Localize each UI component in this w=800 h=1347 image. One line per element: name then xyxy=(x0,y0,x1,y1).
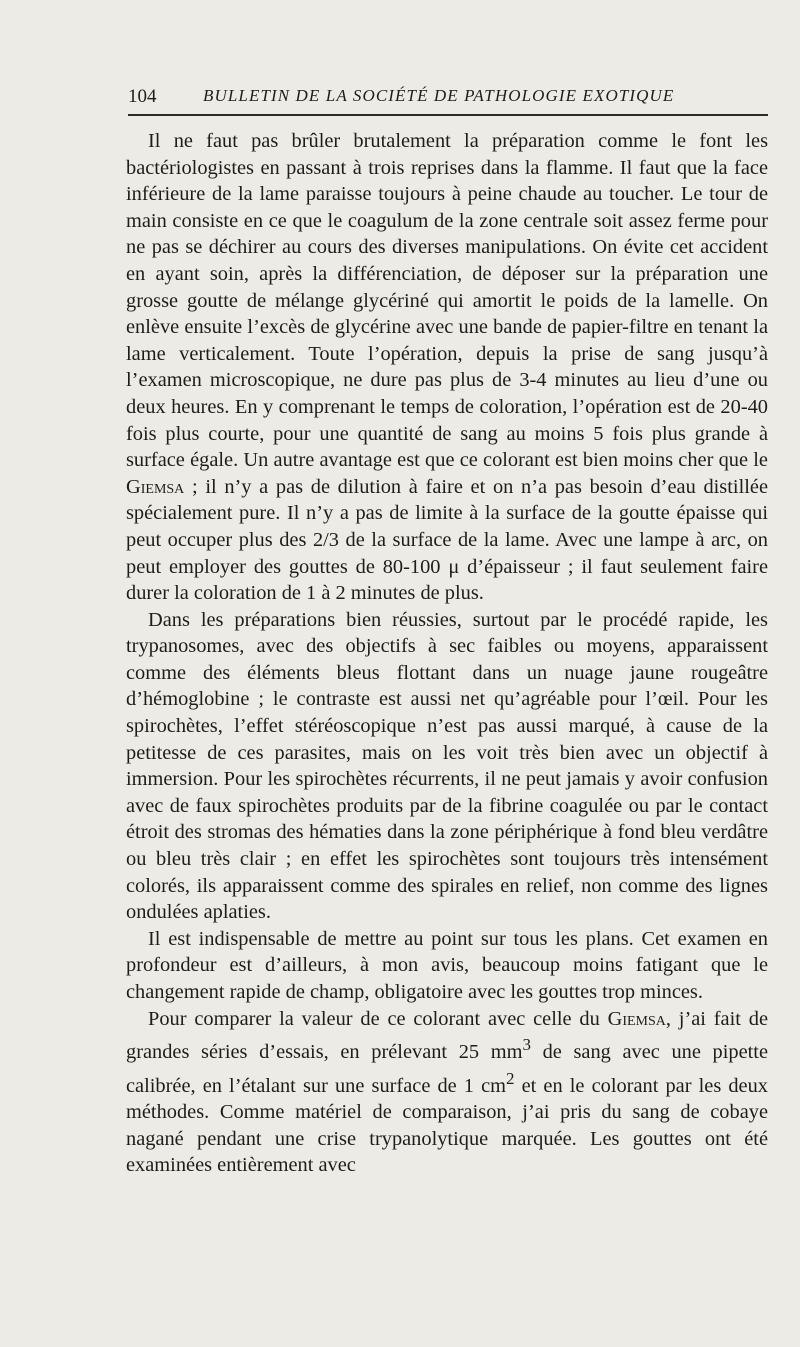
paragraph: Dans les préparations bien réussies, surtout par le procédé rapide, les trypanosomes, avec des objectifs à sec faibles ou moyens, apparaissent comme des éléments bleus flottant dans un nuage jaune rougeâtre d’hémoglobine ; le contraste est aussi net qu’agréable pour l’œil. Pour les spirochètes, l’effet stéréoscopique n’est pas aussi marqué, à cause de la petitesse de ces parasites, mais on les voit très bien avec un objectif à immersion. Pour les spirochètes récurrents, il ne peut jamais y avoir confusion avec de faux spirochètes produits par de la fibrine coagulée ou par le contact étroit des stromas des hématies dans la zone périphérique à fond bleu verdâtre ou bleu très clair ; en effet les spirochètes sont toujours très intensément colorés, ils apparaissent comme des spirales en relief, non comme des lignes ondulées aplaties. xyxy=(126,608,768,924)
running-title: BULLETIN DE LA SOCIÉTÉ DE PATHOLOGIE EXOTIQUE xyxy=(203,86,675,105)
author-name: Giemsa xyxy=(607,1007,666,1030)
author-name: Giemsa xyxy=(126,475,185,498)
paragraph: Pour comparer la valeur de ce colorant avec celle du Giemsa, j’ai fait de grandes séries d’essais, en prélevant 25 $mm^3$ de sang avec une pipette calibrée, en l’étalant sur une surface de 1 $cm^2$ et en le colorant par les deux méthodes. Comme matériel de comparaison, j’ai pris du sang de cobaye nagané pendant une crise trypanolytique marquée. Les gouttes ont été examinées entièrement avec xyxy=(126,1007,768,1177)
running-header xyxy=(128,84,768,112)
paragraph: Il est indispensable de mettre au point sur tous les plans. Cet examen en profondeur est d’ailleurs, à mon avis, beaucoup moins fatigant que le changement rapide de champ, obligatoire avec les gouttes trop minces. xyxy=(126,927,768,1003)
paragraph: Il ne faut pas brûler brutalement la préparation comme le font les bactériologistes en passant à trois reprises dans la flamme. Il faut que la face inférieure de la lame paraisse toujours à peine chaude au toucher. Le tour de main consiste en ce que le coagulum de la zone centrale soit assez ferme pour ne pas se déchirer au cours des diverses manipulations. On évite cet accident en ayant soin, après la différenciation, de déposer sur la préparation une grosse goutte de mélange glycériné qui amortit le poids de la lamelle. On enlève ensuite l’excès de glycérine avec une bande de papier-filtre en tenant la lame verticalement. Toute l’opération, depuis la prise de sang jusqu’à l’examen microscopique, ne dure pas plus de 3-4 minutes au lieu d’une ou deux heures. En y comprenant le temps de coloration, l’opération est de 20-40 fois plus courte, pour une quantité de sang au moins 5 fois plus grande à surface égale. Un autre avantage est que ce colorant est bien moins cher que le Giemsa ; il n’y a pas de dilution à faire et on n’a pas besoin d’eau distillée spécialement pure. Il n’y a pas de limite à la surface de la goutte épaisse qui peut occuper plus des 2/3 de la surface de la lame. Avec une lampe à arc, on peut employer des gouttes de 80-100 μ d’épaisseur ; il faut seulement faire durer la coloration de 1 à 2 minutes de plus. xyxy=(126,130,768,605)
page-number: 104 xyxy=(128,86,157,107)
body-text xyxy=(126,128,768,1179)
header-rule xyxy=(128,114,768,116)
